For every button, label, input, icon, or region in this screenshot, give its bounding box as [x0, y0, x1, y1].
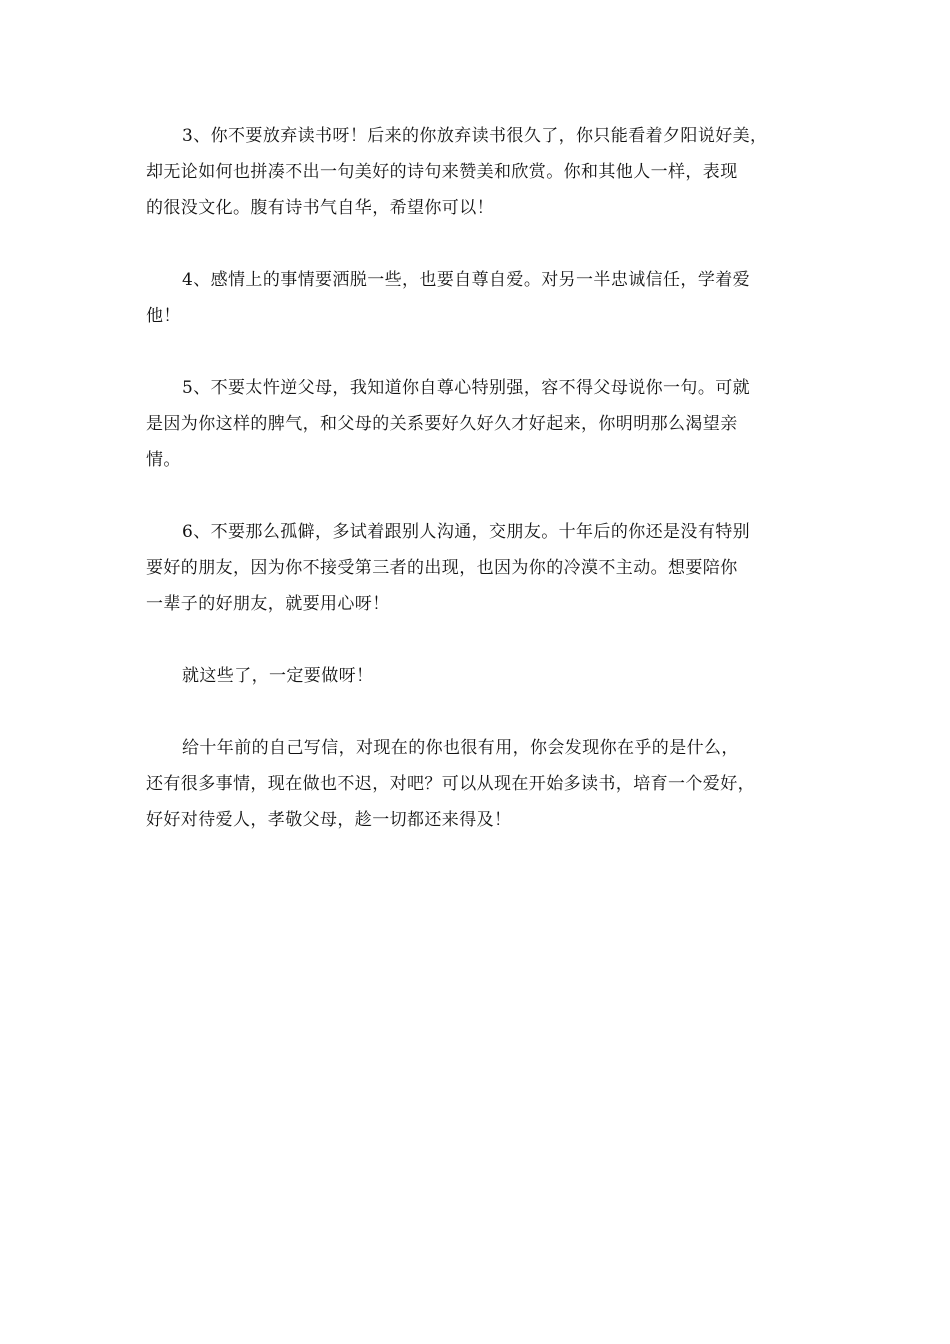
paragraph-summary	[146, 730, 806, 838]
paragraph-line: 的很没文化。腹有诗书气自华，希望你可以！	[146, 198, 494, 218]
paragraph-line: 给十年前的自己写信，对现在的你也很有用，你会发现你在乎的是什么，	[182, 738, 739, 758]
paragraph-line: 好好对待爱人，孝敬父母，趁一切都还来得及！	[146, 810, 512, 830]
document-page	[146, 118, 806, 838]
paragraph-line: 4、感情上的事情要洒脱一些，也要自尊自爱。对另一半忠诚信任，学着爱	[182, 270, 751, 290]
paragraph-closing	[146, 658, 806, 694]
paragraph-line: 是因为你这样的脾气，和父母的关系要好久好久才好起来，你明明那么渴望亲	[146, 414, 738, 434]
paragraph-line: 他！	[146, 306, 181, 326]
paragraph-line: 还有很多事情，现在做也不迟，对吧？可以从现在开始多读书，培育一个爱好，	[146, 774, 755, 794]
paragraph-5	[146, 370, 806, 478]
paragraph-spacer	[146, 622, 806, 658]
paragraph-line: 5、不要太忤逆父母，我知道你自尊心特别强，容不得父母说你一句。可就	[182, 378, 751, 398]
paragraph-line: 就这些了，一定要做呀！	[182, 666, 374, 686]
paragraph-spacer	[146, 334, 806, 370]
paragraph-spacer	[146, 478, 806, 514]
paragraph-spacer	[146, 694, 806, 730]
paragraph-spacer	[146, 226, 806, 262]
paragraph-3	[146, 118, 806, 226]
paragraph-line: 3、你不要放弃读书呀！后来的你放弃读书很久了，你只能看着夕阳说好美，	[182, 126, 768, 146]
paragraph-line: 却无论如何也拼凑不出一句美好的诗句来赞美和欣赏。你和其他人一样，表现	[146, 162, 738, 182]
paragraph-line: 要好的朋友，因为你不接受第三者的出现，也因为你的冷漠不主动。想要陪你	[146, 558, 738, 578]
paragraph-6	[146, 514, 806, 622]
paragraph-line: 一辈子的好朋友，就要用心呀！	[146, 594, 390, 614]
paragraph-line: 6、不要那么孤僻，多试着跟别人沟通，交朋友。十年后的你还是没有特别	[182, 522, 751, 542]
paragraph-line: 情。	[146, 450, 181, 470]
paragraph-4	[146, 262, 806, 334]
